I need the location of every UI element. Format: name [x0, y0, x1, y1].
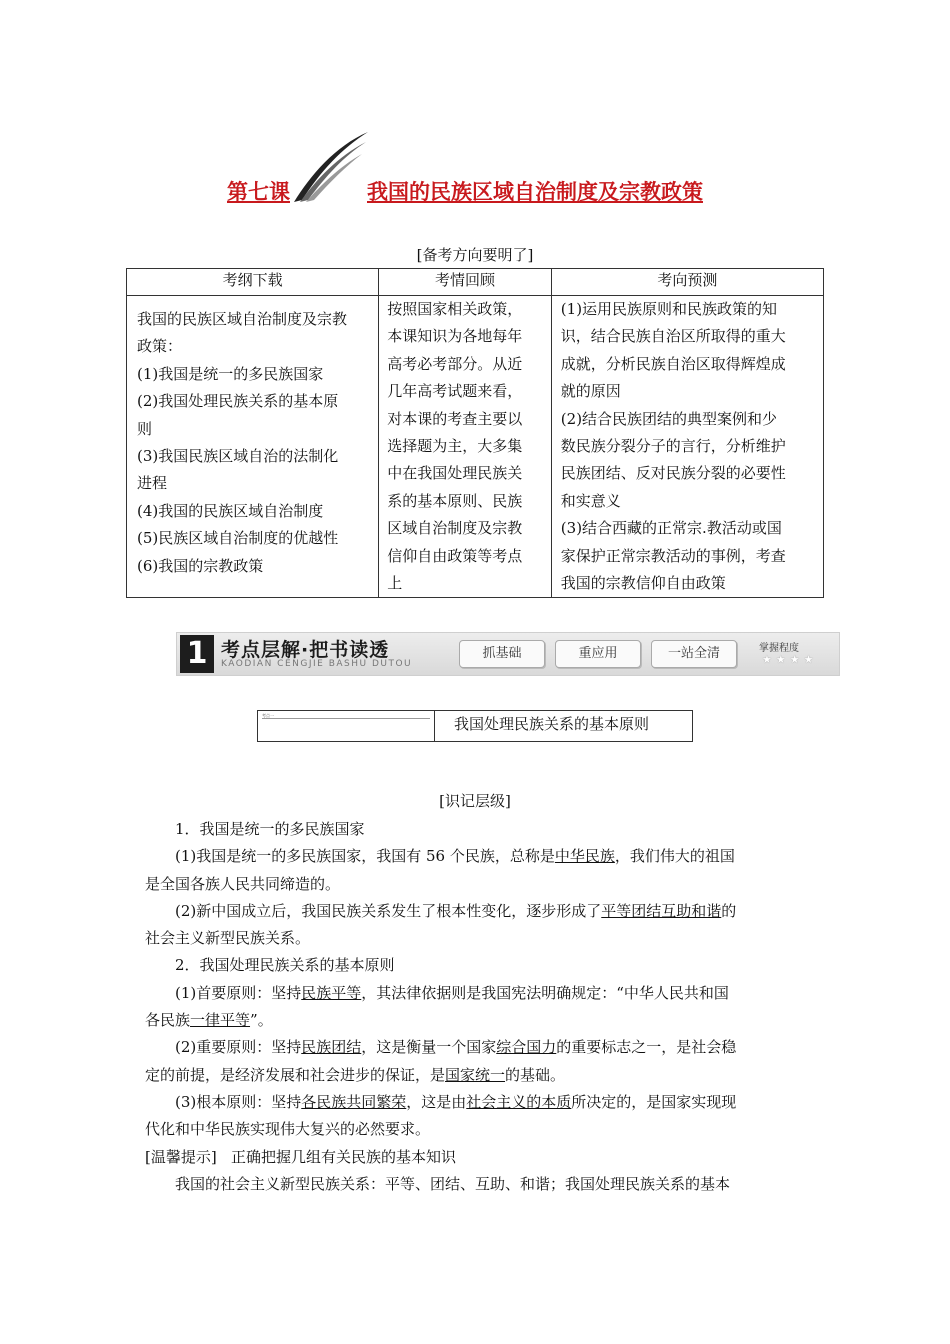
syllabus-cell [127, 296, 379, 598]
table-cell-line: (2)结合民族团结的典型案例和少 [560, 409, 778, 428]
mastery-label: 掌握程度 [759, 643, 799, 654]
lesson-title: 我国的民族区域自治制度及宗教政策 [367, 180, 703, 204]
table-row [127, 296, 824, 598]
key-term: 民族平等 [301, 983, 362, 1002]
table-cell-line: (3)我国民族区域自治的法制化 [137, 447, 339, 466]
key-term: 民族团结 [301, 1038, 362, 1057]
key-term: 各民族共同繁荣 [301, 1092, 407, 1111]
paragraph-2-3: (3)根本原则：坚持各民族共同繁荣，这是由社会主义的本质所决定的，是国家实现现 代化和中华民族实现伟大复兴的必然要求。 [145, 1092, 737, 1139]
table-cell-line: 几年高考试题来看， [387, 382, 523, 401]
table-cell-line: (5)民族区域自治制度的优越性 [137, 529, 339, 548]
forecast-lines [552, 296, 823, 597]
tip-line [145, 1144, 810, 1171]
point-divider [434, 711, 435, 741]
review-lines [379, 296, 551, 597]
table-cell-line: (1)运用民族原则和民族政策的知 [560, 300, 778, 318]
table-cell-line: 政策： [137, 337, 183, 356]
paragraph-1-1: (1)我国是统一的多民族国家，我国有 56 个民族，总称是中华民族，我们伟大的祖国 是全国各族人民共同缔造的。 [145, 847, 735, 893]
table-cell-line: 我国的民族区域自治制度及宗教 [137, 310, 348, 328]
tip-text: 正确把握几组有关民族的基本知识 [231, 1147, 457, 1166]
all-clear-button[interactable]: 一站全清 [651, 640, 737, 668]
table-cell-line: 系的基本原则、民族 [387, 491, 523, 510]
key-term: 国家统一 [445, 1065, 506, 1084]
table-cell-line: 就的原因 [560, 382, 621, 401]
key-term: 中华民族 [554, 847, 615, 866]
lesson-number: 第七课 [227, 180, 290, 204]
header-forecast: 考向预测 [551, 269, 823, 296]
paragraph-1-2: (2)新中国成立后，我国民族关系发生了根本性变化，逐步形成了平等团结互助和谐的 社会主义新型民族关系。 [145, 901, 737, 948]
table-header-row [127, 269, 824, 296]
banner-title: 考点层解·把书读透 [221, 639, 390, 661]
table-cell-line: 按照国家相关政策， [387, 300, 523, 318]
key-term: 社会主义的本质 [466, 1092, 572, 1111]
key-term: 一律平等 [190, 1011, 251, 1030]
table-cell-line: 和实意义 [560, 491, 621, 510]
swoosh-decoration-icon [290, 126, 370, 206]
table-cell-line: 成就，分析民族自治区取得辉煌成 [560, 354, 786, 373]
table-cell-line: 民族团结、反对民族分裂的必要性 [560, 464, 786, 483]
mastery-stars-icon: ★★★★ [762, 653, 818, 666]
exam-direction-heading: [备考方向要明了] [416, 246, 534, 264]
table-cell-line: 数民族分裂分子的言行，分析维护 [560, 437, 786, 456]
table-cell-line: 对本课的考查主要以 [387, 409, 523, 428]
table-cell-line: 区域自治制度及宗教 [387, 519, 523, 538]
key-term: 平等团结互助和谐 [601, 901, 722, 920]
table-cell-line: 进程 [137, 474, 168, 493]
table-cell-line: (4)我国的民族区域自治制度 [137, 501, 324, 520]
paragraph-2-2: (2)重要原则：坚持民族团结，这是衡量一个国家综合国力的重要标志之一，是社会稳 定的前提，是经济发展和社会进步的保证，是国家统一的基础。 [145, 1038, 737, 1084]
point-tag: 考点一 [262, 713, 430, 719]
point-box [257, 710, 693, 742]
banner-number: 1 [180, 635, 214, 673]
section-2-title: 2．我国处理民族关系的基本原则 [175, 956, 395, 975]
table-cell-line: 上 [387, 574, 403, 593]
banner-subtitle: KAODIAN CENGJIE BASHU DUTOU [221, 659, 413, 669]
table-cell-line: 中在我国处理民族关 [387, 464, 523, 483]
knowledge-heading: [识记层级] [439, 792, 511, 810]
table-cell-line: (6)我国的宗教政策 [137, 556, 264, 575]
table-cell-line: (2)我国处理民族关系的基本原 [137, 392, 339, 411]
lesson-title-area [0, 120, 950, 210]
table-cell-line: 家保护正常宗教活动的事例，考查 [560, 546, 786, 565]
table-cell-line: (3)结合西藏的正常宗.教活动或国 [560, 519, 782, 538]
tip-label: [温馨提示] [145, 1147, 217, 1166]
section-1-title: 1．我国是统一的多民族国家 [175, 820, 365, 838]
table-cell-line: 本课知识为各地每年 [387, 327, 523, 346]
syllabus-lines [127, 296, 378, 592]
table-cell-line: 识，结合民族自治区所取得的重大 [560, 327, 786, 346]
table-cell-line: 信仰自由政策等考点 [387, 546, 523, 565]
tip-body: 我国的社会主义新型民族关系：平等、团结、互助、和谐；我国处理民族关系的基本 [175, 1174, 731, 1193]
basics-button[interactable]: 抓基础 [459, 640, 545, 668]
table-cell-line: 我国的宗教信仰自由政策 [560, 574, 726, 593]
exam-direction-table [126, 268, 824, 598]
point-title: 我国处理民族关系的基本原则 [454, 715, 650, 733]
forecast-cell [551, 296, 823, 598]
header-syllabus: 考纲下载 [127, 269, 379, 296]
key-term: 综合国力 [496, 1038, 557, 1057]
table-cell-line: 则 [137, 419, 153, 438]
review-cell [379, 296, 552, 598]
header-review: 考情回顾 [379, 269, 552, 296]
knowledge-body [145, 816, 810, 1198]
table-cell-line: 高考必考部分。从近 [387, 354, 523, 373]
table-cell-line: 选择题为主，大多集 [387, 437, 523, 456]
table-cell-line: (1)我国是统一的多民族国家 [137, 364, 324, 383]
paragraph-2-1: (1)首要原则：坚持民族平等，其法律依据则是我国宪法明确规定：“中华人民共和国 各民族一律平等”。 [145, 983, 729, 1030]
section-banner [176, 632, 840, 676]
application-button[interactable]: 重应用 [555, 640, 641, 668]
